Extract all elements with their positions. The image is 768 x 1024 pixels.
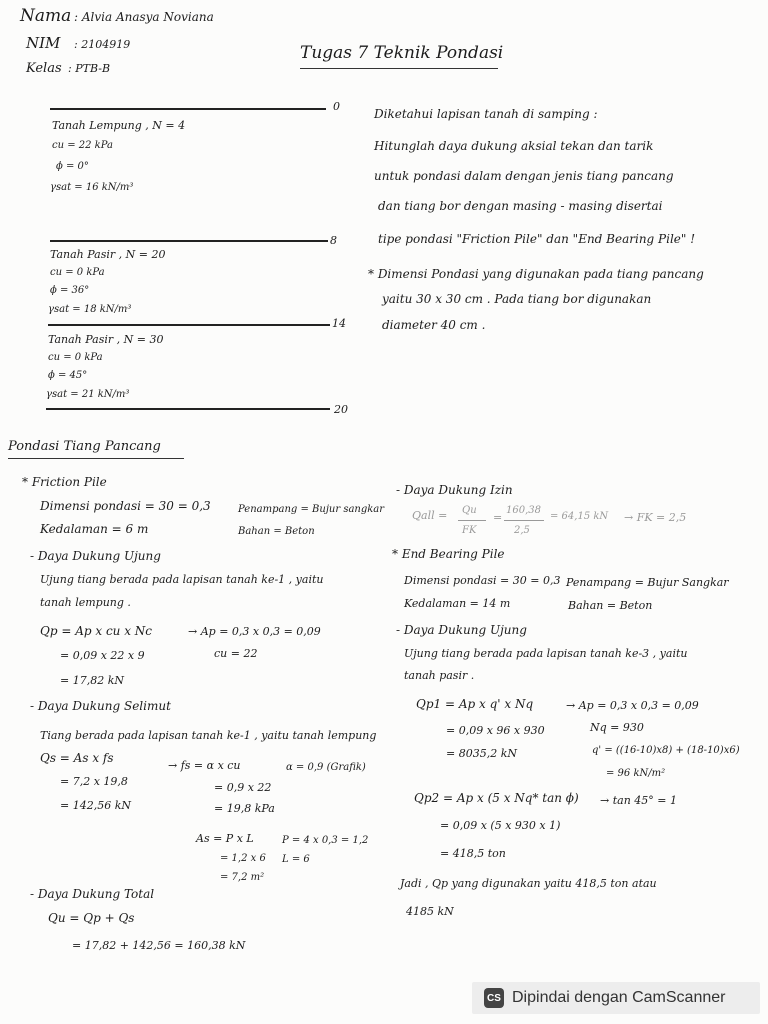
eq-sign: = xyxy=(493,511,503,524)
camscanner-text: Dipindai dengan CamScanner xyxy=(512,989,726,1006)
layer3-phi: ϕ = 45° xyxy=(48,370,88,381)
fs-result: = 19,8 kPa xyxy=(214,802,275,815)
nim-label: NIM xyxy=(26,34,61,52)
note-line-3: diameter 40 cm . xyxy=(382,318,486,332)
layer2-cu: cu = 0 kPa xyxy=(50,267,105,278)
layer2-gsat: γsat = 18 kN/m³ xyxy=(48,304,132,315)
end-dimensi: Dimensi pondasi = 30 = 0,3 xyxy=(404,574,561,587)
nq-note: Nq = 930 xyxy=(590,721,644,734)
qs-result: = 142,56 kN xyxy=(60,799,131,812)
note-line-2: yaitu 30 x 30 cm . Pada tiang bor digunakan xyxy=(382,292,652,306)
izin-title: - Daya Dukung Izin xyxy=(396,483,513,497)
qs-step: = 7,2 x 19,8 xyxy=(60,775,128,788)
friction-title: * Friction Pile xyxy=(22,475,107,489)
izin-result: = 64,15 kN xyxy=(550,511,609,522)
depth-0: 0 xyxy=(333,100,340,113)
friction-penampang: Penampang = Bujur sangkar xyxy=(238,504,385,515)
layer1-name: Tanah Lempung , N = 4 xyxy=(52,119,186,132)
q-note: q' = ((16-10)x8) + (18-10)x6) xyxy=(592,745,740,756)
camscanner-logo-icon: CS xyxy=(484,988,504,1008)
soil-line-8 xyxy=(50,240,328,242)
qs-formula: Qs = As x fs xyxy=(40,751,114,765)
layer3-name: Tanah Pasir , N = 30 xyxy=(48,333,164,346)
problem-line-5: tipe pondasi "Friction Pile" dan "End Bearing Pile" ! xyxy=(378,232,696,246)
problem-line-1: Diketahui lapisan tanah di samping : xyxy=(374,107,598,121)
ujung-desc-1: Ujung tiang berada pada lapisan tanah ke-1 , yaitu xyxy=(40,573,324,586)
note-line-1: * Dimensi Pondasi yang digunakan pada tiang pancang xyxy=(368,267,704,281)
as-formula: As = P x L xyxy=(196,832,254,845)
friction-bahan: Bahan = Beton xyxy=(238,526,315,537)
layer2-phi: ϕ = 36° xyxy=(50,285,90,296)
layer1-cu: cu = 22 kPa xyxy=(52,140,113,151)
qall-label: Qall = xyxy=(412,509,448,522)
layer1-phi: ϕ = 0° xyxy=(56,161,89,172)
layer2-name: Tanah Pasir , N = 20 xyxy=(50,248,166,261)
qp1-formula: Qp1 = Ap x q' x Nq xyxy=(416,697,534,711)
name-value: : Alvia Anasya Noviana xyxy=(74,10,214,24)
ujung-title: - Daya Dukung Ujung xyxy=(30,549,161,563)
tan-note: → tan 45° = 1 xyxy=(600,794,677,807)
total-title: - Daya Dukung Total xyxy=(30,887,155,901)
qp1-result: = 8035,2 kN xyxy=(446,747,517,760)
end-kedalaman: Kedalaman = 14 m xyxy=(404,597,511,610)
qp2-step: = 0,09 x (5 x 930 x 1) xyxy=(440,819,561,832)
layer1-gsat: γsat = 16 kN/m³ xyxy=(50,182,134,193)
depth-8: 8 xyxy=(330,234,337,247)
ap-note: → Ap = 0,3 x 0,3 = 0,09 xyxy=(188,625,321,638)
layer3-cu: cu = 0 kPa xyxy=(48,352,103,363)
friction-dimensi: Dimensi pondasi = 30 = 0,3 xyxy=(40,499,211,513)
fk-note: → FK = 2,5 xyxy=(624,511,687,524)
qp2-result: = 418,5 ton xyxy=(440,847,506,860)
section-title-underline xyxy=(8,458,184,459)
end-ujung-desc-1: Ujung tiang berada pada lapisan tanah ke-3 , yaitu xyxy=(404,647,688,660)
name-label: Nama xyxy=(20,6,72,26)
problem-line-2: Hitunglah daya dukung aksial tekan dan tarik xyxy=(374,139,654,153)
end-bahan: Bahan = Beton xyxy=(568,599,653,612)
qp-result: = 17,82 kN xyxy=(60,674,124,687)
layer3-gsat: γsat = 21 kN/m³ xyxy=(46,389,130,400)
problem-line-4: dan tiang bor dengan masing - masing disertai xyxy=(378,199,663,213)
num-value: 160,38 xyxy=(506,505,541,516)
kelas-label: Kelas xyxy=(26,61,62,76)
nim-value: : 2104919 xyxy=(74,38,131,51)
alpha-note: α = 0,9 (Grafik) xyxy=(286,762,366,773)
qp2-formula: Qp2 = Ap x (5 x Nq* tan ϕ) xyxy=(414,791,579,805)
q-result: = 96 kN/m² xyxy=(606,768,666,779)
frac-bar-1 xyxy=(458,520,486,521)
as-result: = 7,2 m² xyxy=(220,872,265,883)
page-title: Tugas 7 Teknik Pondasi xyxy=(300,43,504,63)
p-note: P = 4 x 0,3 = 1,2 xyxy=(282,835,369,846)
camscanner-badge xyxy=(472,982,760,1014)
cu-note: cu = 22 xyxy=(214,647,258,660)
conclusion-line-2: 4185 kN xyxy=(406,905,454,918)
end-ujung-title: - Daya Dukung Ujung xyxy=(396,623,527,637)
soil-line-20 xyxy=(46,408,330,410)
qp1-step: = 0,09 x 96 x 930 xyxy=(446,724,545,737)
fs-formula: → fs = α x cu xyxy=(168,759,241,772)
qu-numerator: Qu xyxy=(462,505,477,516)
end-bearing-title: * End Bearing Pile xyxy=(392,547,505,561)
fs-step: = 0,9 x 22 xyxy=(214,781,272,794)
den-value: 2,5 xyxy=(514,525,530,536)
end-ujung-desc-2: tanah pasir . xyxy=(404,669,475,682)
frac-bar-2 xyxy=(504,520,544,521)
selimut-title: - Daya Dukung Selimut xyxy=(30,699,171,713)
section-title: Pondasi Tiang Pancang xyxy=(8,439,161,454)
qu-result: = 17,82 + 142,56 = 160,38 kN xyxy=(72,939,246,952)
qp-formula: Qp = Ap x cu x Nc xyxy=(40,624,153,638)
friction-kedalaman: Kedalaman = 6 m xyxy=(40,522,149,536)
problem-line-3: untuk pondasi dalam dengan jenis tiang pancang xyxy=(374,169,674,183)
fk-denominator: FK xyxy=(462,525,477,536)
title-underline xyxy=(300,68,498,69)
kelas-value: : PTB-B xyxy=(68,62,111,75)
selimut-desc: Tiang berada pada lapisan tanah ke-1 , yaitu tanah lempung xyxy=(40,729,377,742)
qp-step: = 0,09 x 22 x 9 xyxy=(60,649,145,662)
soil-line-14 xyxy=(48,324,330,326)
end-penampang: Penampang = Bujur Sangkar xyxy=(566,576,729,589)
soil-line-0 xyxy=(50,108,326,110)
end-ap-note: → Ap = 0,3 x 0,3 = 0,09 xyxy=(566,699,699,712)
l-note: L = 6 xyxy=(282,854,310,865)
ujung-desc-2: tanah lempung . xyxy=(40,596,131,609)
as-step: = 1,2 x 6 xyxy=(220,853,266,864)
qu-formula: Qu = Qp + Qs xyxy=(48,911,135,925)
conclusion-line-1: Jadi , Qp yang digunakan yaitu 418,5 ton atau xyxy=(400,877,657,890)
depth-14: 14 xyxy=(332,317,346,330)
depth-20: 20 xyxy=(334,403,348,416)
